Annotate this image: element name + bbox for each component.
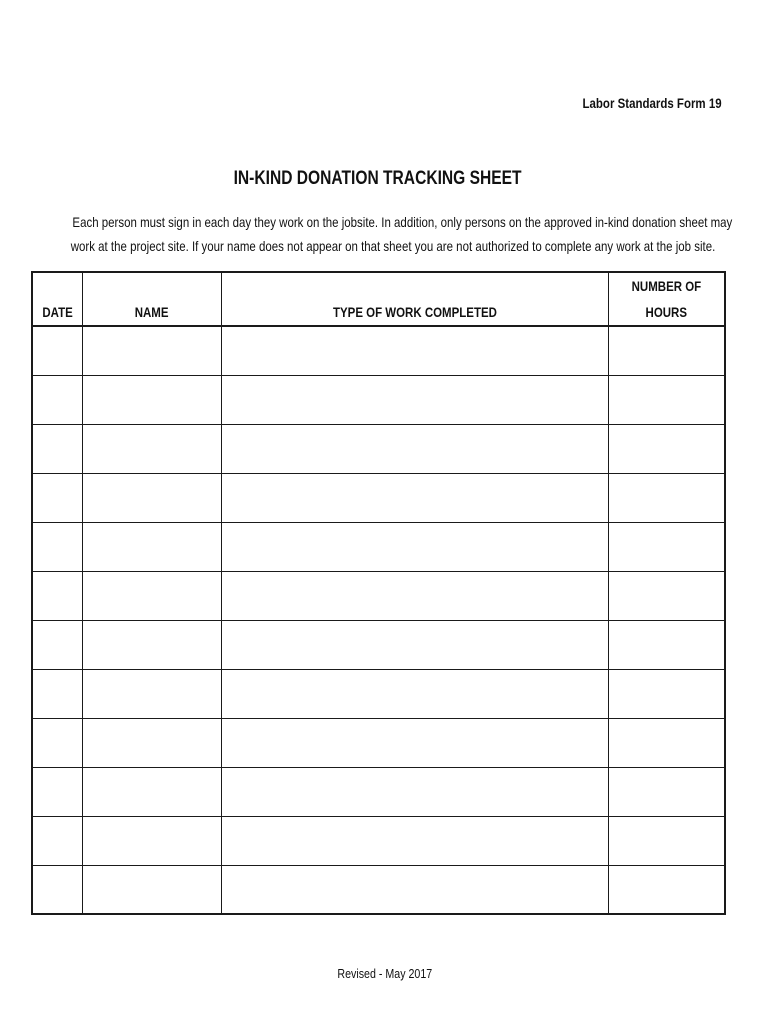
cell-name[interactable] [82,473,221,522]
column-header-work-label: TYPE OF WORK COMPLETED [332,304,497,320]
cell-work[interactable] [221,865,608,914]
revision-footer [0,966,770,981]
cell-date[interactable] [32,620,82,669]
instructions-line-2-text: work at the project site. If your name does not appear on that sheet you are not authorized to complete any work at the job site. [70,238,716,254]
cell-hours[interactable] [608,669,725,718]
cell-hours[interactable] [608,326,725,375]
table-row [32,669,725,718]
column-header-date-label: DATE [42,304,73,320]
cell-date[interactable] [32,375,82,424]
cell-date[interactable] [32,767,82,816]
cell-hours[interactable] [608,718,725,767]
table-row [32,424,725,473]
tracking-table [31,271,726,915]
table-body [32,326,725,914]
column-header-work [221,272,608,326]
cell-date[interactable] [32,326,82,375]
cell-work[interactable] [221,424,608,473]
cell-name[interactable] [82,865,221,914]
cell-name[interactable] [82,669,221,718]
cell-date[interactable] [32,865,82,914]
instructions-line-1-text: Each person must sign in each day they work on the jobsite. In addition, only persons on the approved in-kind donation sheet may [72,214,733,230]
instructions [0,210,756,258]
table-row [32,718,725,767]
column-header-date [32,272,82,326]
cell-name[interactable] [82,816,221,865]
cell-work[interactable] [221,669,608,718]
cell-name[interactable] [82,571,221,620]
table-row [32,326,725,375]
cell-hours[interactable] [608,375,725,424]
cell-name[interactable] [82,424,221,473]
cell-hours[interactable] [608,522,725,571]
column-header-name [82,272,221,326]
cell-date[interactable] [32,424,82,473]
cell-work[interactable] [221,816,608,865]
revision-footer-text: Revised - May 2017 [337,966,433,981]
table-row [32,865,725,914]
cell-hours[interactable] [608,767,725,816]
cell-name[interactable] [82,375,221,424]
cell-work[interactable] [221,767,608,816]
form-number: Labor Standards Form 19 [582,95,722,111]
cell-hours[interactable] [608,816,725,865]
cell-hours[interactable] [608,865,725,914]
cell-hours[interactable] [608,620,725,669]
cell-work[interactable] [221,473,608,522]
cell-work[interactable] [221,375,608,424]
cell-hours[interactable] [608,473,725,522]
column-header-hours-line-2: HOURS [645,304,687,320]
column-header-hours-line-1: NUMBER OF [631,278,702,294]
table-row [32,816,725,865]
cell-date[interactable] [32,571,82,620]
table-row [32,620,725,669]
column-header-hours [608,272,725,326]
cell-name[interactable] [82,767,221,816]
cell-date[interactable] [32,473,82,522]
cell-name[interactable] [82,326,221,375]
cell-date[interactable] [32,522,82,571]
cell-work[interactable] [221,620,608,669]
cell-date[interactable] [32,718,82,767]
cell-hours[interactable] [608,424,725,473]
table-row [32,375,725,424]
cell-date[interactable] [32,669,82,718]
cell-date[interactable] [32,816,82,865]
cell-name[interactable] [82,620,221,669]
instructions-line-1 [0,210,756,234]
table-header-row [32,272,725,326]
cell-work[interactable] [221,326,608,375]
table-row [32,767,725,816]
column-header-name-label: NAME [134,304,169,320]
cell-work[interactable] [221,522,608,571]
page-title-text: IN-KIND DONATION TRACKING SHEET [234,168,522,189]
cell-hours[interactable] [608,571,725,620]
cell-name[interactable] [82,522,221,571]
page-title [0,168,756,190]
cell-work[interactable] [221,571,608,620]
table-row [32,571,725,620]
instructions-line-2 [0,234,756,258]
cell-work[interactable] [221,718,608,767]
table-row [32,522,725,571]
cell-name[interactable] [82,718,221,767]
table-row [32,473,725,522]
